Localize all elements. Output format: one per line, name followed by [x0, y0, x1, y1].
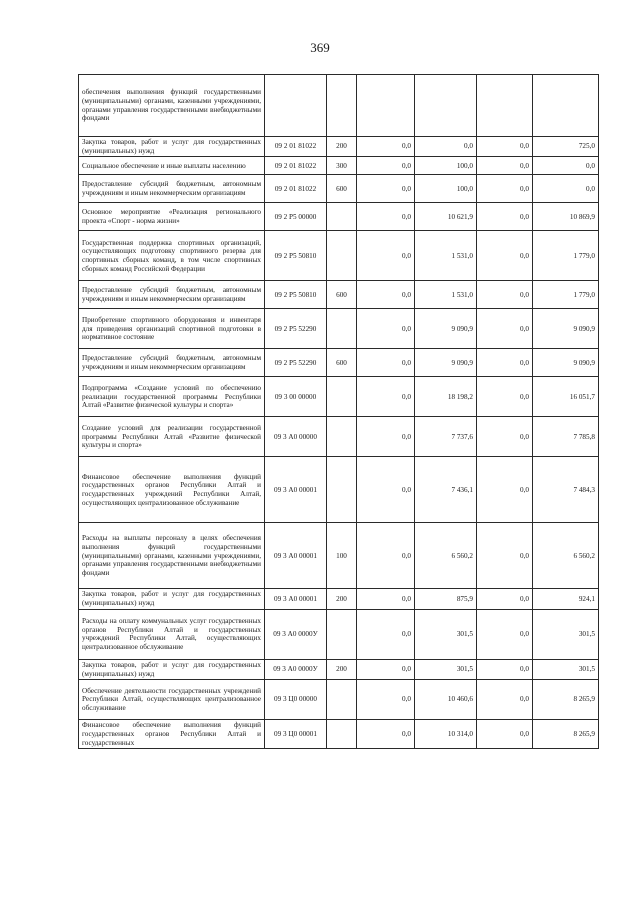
row-name: Закупка товаров, работ и услуг для государственных (муниципальных) нужд: [79, 137, 265, 157]
row-value-4: 8 265,9: [533, 720, 599, 749]
row-value-2: 7 436,1: [415, 457, 477, 523]
row-name: обеспечения выполнения функций государственными (муниципальными) органами, казенными учреждениями, органами управления государственными внебюджетными фондами: [79, 75, 265, 137]
row-value-4: 8 265,9: [533, 680, 599, 720]
row-value-3: [477, 75, 533, 137]
table-row: [79, 281, 599, 309]
row-value-3: 0,0: [477, 203, 533, 231]
row-value-2: 9 090,9: [415, 349, 477, 377]
table-row: [79, 417, 599, 457]
row-value-4: 0,0: [533, 175, 599, 203]
row-value-4: 0,0: [533, 157, 599, 175]
row-value-1: 0,0: [357, 281, 415, 309]
row-code: 09 3 Ц0 00000: [265, 680, 327, 720]
row-name: Финансовое обеспечение выполнения функций государственных органов Республики Алтай и государственных: [79, 720, 265, 749]
row-value-1: 0,0: [357, 680, 415, 720]
row-value-1: 0,0: [357, 417, 415, 457]
row-code: 09 2 P5 50810: [265, 231, 327, 281]
table-row: [79, 75, 599, 137]
row-code: 09 2 01 81022: [265, 137, 327, 157]
row-name: Подпрограмма «Создание условий по обеспечению реализации государственной программы Республики Алтай «Развитие физической культуры и спорта»: [79, 377, 265, 417]
row-value-3: 0,0: [477, 659, 533, 679]
row-value-2: 10 460,6: [415, 680, 477, 720]
table-row: [79, 175, 599, 203]
row-code: 09 3 А0 0000У: [265, 659, 327, 679]
table-row: [79, 231, 599, 281]
row-value-2: 9 090,9: [415, 309, 477, 349]
row-expense-type: [327, 609, 357, 659]
row-expense-type: [327, 457, 357, 523]
row-value-3: 0,0: [477, 377, 533, 417]
table-row: [79, 309, 599, 349]
row-value-4: 1 779,0: [533, 231, 599, 281]
row-value-3: 0,0: [477, 417, 533, 457]
table-row: [79, 203, 599, 231]
table-row: [79, 377, 599, 417]
table-row: [79, 157, 599, 175]
row-value-3: 0,0: [477, 680, 533, 720]
row-value-4: 16 051,7: [533, 377, 599, 417]
row-value-2: 1 531,0: [415, 281, 477, 309]
row-name: Расходы на выплаты персоналу в целях обеспечения выполнения функций государственными (муниципальными) органами, казенными учреждениями, органами управления государственными внебюджетными фондами: [79, 523, 265, 589]
row-value-2: 6 560,2: [415, 523, 477, 589]
row-value-4: 1 779,0: [533, 281, 599, 309]
row-expense-type: 600: [327, 349, 357, 377]
row-value-2: 100,0: [415, 175, 477, 203]
table-row: [79, 349, 599, 377]
row-name: Государственная поддержка спортивных организаций, осуществляющих подготовку спортивного резерва для спортивных сборных команд, в том числе спортивных сборных команд Российской Федерации: [79, 231, 265, 281]
row-name: Основное мероприятие «Реализация регионального проекта «Спорт - норма жизни»: [79, 203, 265, 231]
table-body: [79, 75, 599, 749]
row-value-1: 0,0: [357, 137, 415, 157]
table-row: [79, 609, 599, 659]
row-value-4: 10 869,9: [533, 203, 599, 231]
row-code: 09 2 P5 52290: [265, 349, 327, 377]
row-code: 09 3 А0 00001: [265, 523, 327, 589]
row-value-2: 100,0: [415, 157, 477, 175]
row-value-2: 10 621,9: [415, 203, 477, 231]
table-row: [79, 457, 599, 523]
row-value-4: 7 785,8: [533, 417, 599, 457]
row-value-3: 0,0: [477, 175, 533, 203]
row-value-4: 9 090,9: [533, 349, 599, 377]
row-value-4: [533, 75, 599, 137]
row-value-2: 7 737,6: [415, 417, 477, 457]
row-expense-type: 600: [327, 281, 357, 309]
row-value-3: 0,0: [477, 589, 533, 609]
table-row: [79, 589, 599, 609]
row-value-1: 0,0: [357, 309, 415, 349]
row-value-2: 301,5: [415, 659, 477, 679]
row-value-1: 0,0: [357, 609, 415, 659]
table-row: [79, 523, 599, 589]
row-expense-type: [327, 203, 357, 231]
row-expense-type: 600: [327, 175, 357, 203]
row-code: 09 3 А0 00001: [265, 589, 327, 609]
table-row: [79, 720, 599, 749]
row-name: Обеспечение деятельности государственных учреждений Республики Алтай, осуществляющих централизованное обслуживание: [79, 680, 265, 720]
row-value-1: 0,0: [357, 349, 415, 377]
row-code: 09 3 А0 00000: [265, 417, 327, 457]
row-value-1: 0,0: [357, 157, 415, 175]
row-code: 09 3 Ц0 00001: [265, 720, 327, 749]
row-name: Расходы на оплату коммунальных услуг государственных органов Республики Алтай и государственных учреждений Республики Алтай, осуществляющих централизованное обслуживание: [79, 609, 265, 659]
row-value-2: [415, 75, 477, 137]
row-value-4: 924,1: [533, 589, 599, 609]
row-name: Предоставление субсидий бюджетным, автономным учреждениям и иным некоммерческим организациям: [79, 175, 265, 203]
row-value-3: 0,0: [477, 157, 533, 175]
row-value-2: 301,5: [415, 609, 477, 659]
row-code: 09 3 00 00000: [265, 377, 327, 417]
row-code: 09 2 01 81022: [265, 157, 327, 175]
budget-table: [78, 74, 599, 749]
row-name: Закупка товаров, работ и услуг для государственных (муниципальных) нужд: [79, 659, 265, 679]
row-name: Финансовое обеспечение выполнения функций государственных органов Республики Алтай и государственных учреждений Республики Алтай, осуществляющих централизованное обслуживание: [79, 457, 265, 523]
row-name: Предоставление субсидий бюджетным, автономным учреждениям и иным некоммерческим организациям: [79, 349, 265, 377]
row-name: Создание условий для реализации государственной программы Республики Алтай «Развитие физической культуры и спорта»: [79, 417, 265, 457]
row-value-4: 301,5: [533, 609, 599, 659]
row-expense-type: 300: [327, 157, 357, 175]
table-row: [79, 659, 599, 679]
row-expense-type: [327, 75, 357, 137]
row-value-3: 0,0: [477, 609, 533, 659]
row-value-3: 0,0: [477, 281, 533, 309]
table-row: [79, 680, 599, 720]
row-code: 09 2 P5 50810: [265, 281, 327, 309]
row-value-3: 0,0: [477, 231, 533, 281]
row-value-3: 0,0: [477, 137, 533, 157]
row-value-4: 9 090,9: [533, 309, 599, 349]
row-value-3: 0,0: [477, 349, 533, 377]
row-value-3: 0,0: [477, 457, 533, 523]
row-code: 09 2 P5 52290: [265, 309, 327, 349]
row-value-1: 0,0: [357, 589, 415, 609]
row-value-3: 0,0: [477, 720, 533, 749]
row-expense-type: 200: [327, 137, 357, 157]
row-code: 09 2 P5 00000: [265, 203, 327, 231]
row-value-1: 0,0: [357, 659, 415, 679]
row-expense-type: 200: [327, 659, 357, 679]
row-value-3: 0,0: [477, 309, 533, 349]
row-name: Предоставление субсидий бюджетным, автономным учреждениям и иным некоммерческим организациям: [79, 281, 265, 309]
row-value-4: 6 560,2: [533, 523, 599, 589]
row-value-1: 0,0: [357, 175, 415, 203]
table-row: [79, 137, 599, 157]
row-expense-type: [327, 231, 357, 281]
row-name: Социальное обеспечение и иные выплаты населению: [79, 157, 265, 175]
row-value-1: [357, 75, 415, 137]
row-expense-type: [327, 417, 357, 457]
row-code: [265, 75, 327, 137]
row-value-4: 301,5: [533, 659, 599, 679]
row-expense-type: 200: [327, 589, 357, 609]
row-code: 09 3 А0 00001: [265, 457, 327, 523]
row-value-2: 1 531,0: [415, 231, 477, 281]
row-value-2: 10 314,0: [415, 720, 477, 749]
row-code: 09 2 01 81022: [265, 175, 327, 203]
row-value-2: 0,0: [415, 137, 477, 157]
page-number: 369: [310, 40, 330, 55]
row-value-2: 875,9: [415, 589, 477, 609]
row-value-1: 0,0: [357, 720, 415, 749]
row-value-3: 0,0: [477, 523, 533, 589]
row-value-1: 0,0: [357, 231, 415, 281]
row-value-4: 7 484,3: [533, 457, 599, 523]
row-code: 09 3 А0 0000У: [265, 609, 327, 659]
row-value-1: 0,0: [357, 377, 415, 417]
row-value-1: 0,0: [357, 203, 415, 231]
row-value-1: 0,0: [357, 523, 415, 589]
row-value-4: 725,0: [533, 137, 599, 157]
row-value-2: 18 198,2: [415, 377, 477, 417]
row-name: Закупка товаров, работ и услуг для государственных (муниципальных) нужд: [79, 589, 265, 609]
row-expense-type: 100: [327, 523, 357, 589]
row-value-1: 0,0: [357, 457, 415, 523]
row-expense-type: [327, 680, 357, 720]
row-name: Приобретение спортивного оборудования и инвентаря для приведения организаций спортивной подготовки в нормативное состояние: [79, 309, 265, 349]
row-expense-type: [327, 720, 357, 749]
row-expense-type: [327, 309, 357, 349]
row-expense-type: [327, 377, 357, 417]
